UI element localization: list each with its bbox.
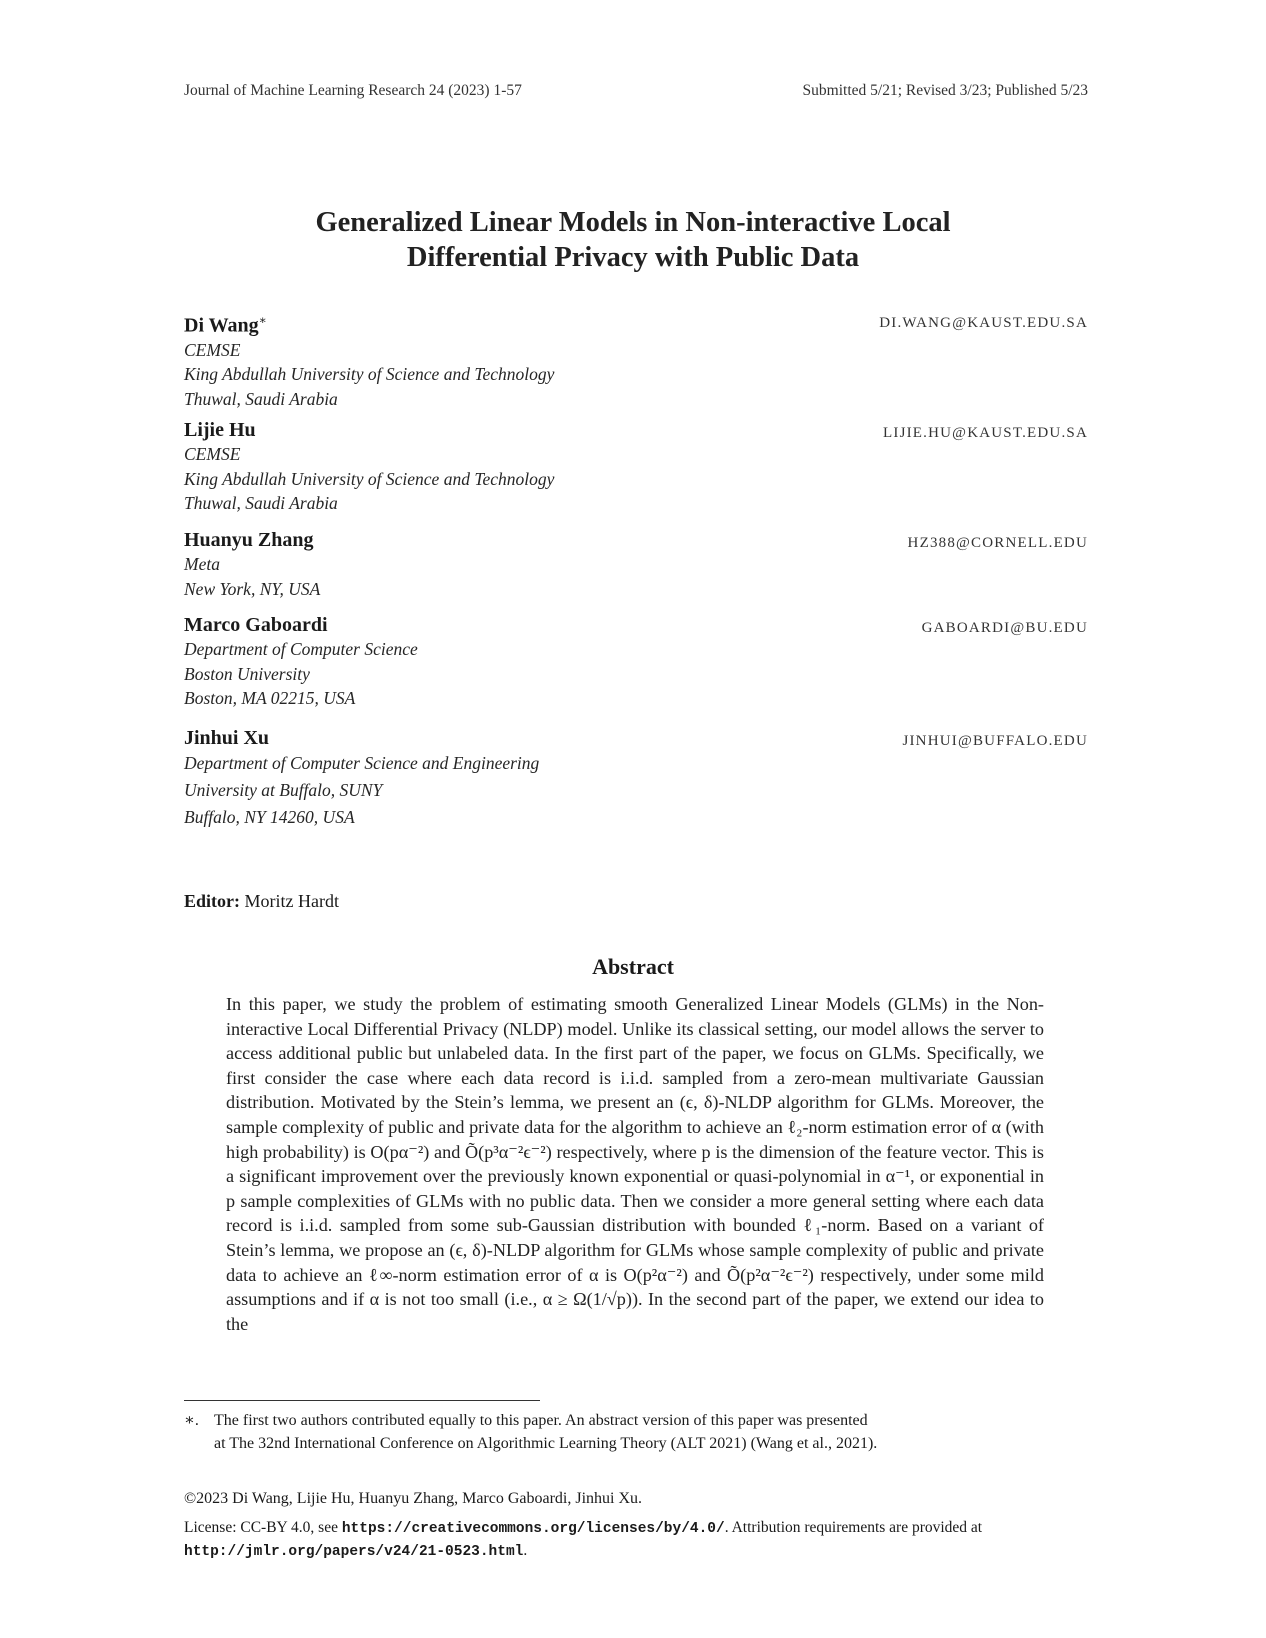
editor-line <box>184 891 339 912</box>
affiliation-line: University at Buffalo, SUNY <box>184 780 383 800</box>
author-name-text: Di Wang <box>184 314 259 337</box>
author-block <box>184 528 320 601</box>
editor-label: Editor: <box>184 891 240 911</box>
author-name <box>184 308 554 338</box>
footnote-line-2: at The 32nd International Conference on Algorithmic Learning Theory (ALT 2021) (Wang et al., 2021). <box>214 1435 878 1452</box>
affiliation-line: Thuwal, Saudi Arabia <box>184 493 338 513</box>
footnote-rule <box>184 1400 540 1401</box>
title-line-1: Generalized Linear Models in Non-interactive Local <box>315 207 951 238</box>
footnote-marker: ∗ <box>258 313 267 327</box>
author-name: Jinhui Xu <box>184 727 270 749</box>
author-block <box>184 418 554 516</box>
affiliation-line: King Abdullah University of Science and Technology <box>184 468 555 489</box>
paper-title <box>0 205 1266 275</box>
footnote <box>184 1409 1082 1455</box>
license-suffix: . <box>523 1542 528 1559</box>
author-name: Huanyu Zhang <box>184 529 314 551</box>
abstract-body: In this paper, we study the problem of estimating smooth Generalized Linear Models (GLMs) in the Non-interactive Local Differential Privacy (NLDP) model. Unlike its classical setting, our model allows the server to access additional public but unlabeled data. In the first part of the paper, we focus on GLMs. Specifically, we first consider the case where each data record is i.i.d. sampled from a zero-mean multivariate Gaussian distribution. Motivated by the Stein’s lemma, we present an (ϵ, δ)-NLDP algorithm for GLMs. Moreover, the sample complexity of public and private data for the algorithm to achieve an ℓ₂-norm estimation error of α (with high probability) is O(pα⁻²) and Õ(p³α⁻²ϵ⁻²) respectively, where p is the dimension of the feature vector. This is a significant improvement over the previously known exponential or quasi-polynomial in α⁻¹, or exponential in p sample complexities of GLMs with no public data. Then we consider a more general setting where each data record is i.i.d. sampled from some sub-Gaussian distribution with bounded ℓ₁-norm. Based on a variant of Stein’s lemma, we propose an (ϵ, δ)-NLDP algorithm for GLMs whose sample complexity of public and private data to achieve an ℓ∞-norm estimation error of α is O(p²α⁻²) and Õ(p²α⁻²ϵ⁻²) respectively, under some mild assumptions and if α is not too small (i.e., α ≥ Ω(1/√p)). In the second part of the paper, we extend our idea to the <box>226 994 1044 1334</box>
author-block <box>184 726 539 831</box>
affiliation-line: Boston University <box>184 663 310 684</box>
footnote-mark: ∗. <box>184 1412 199 1429</box>
license-prefix: License: CC-BY 4.0, see <box>184 1519 338 1536</box>
affiliation-line: Department of Computer Science <box>184 639 418 659</box>
license-url-link[interactable]: https://creativecommons.org/licenses/by/4.0/ <box>341 1521 725 1537</box>
affiliation-line: CEMSE <box>184 339 241 360</box>
affiliation-line: Department of Computer Science and Engineering <box>184 753 540 773</box>
affiliation-line: Buffalo, NY 14260, USA <box>184 807 355 827</box>
author-block <box>184 308 554 411</box>
copyright-notice: ©2023 Di Wang, Lijie Hu, Huanyu Zhang, Marco Gaboardi, Jinhui Xu. <box>184 1490 643 1507</box>
author-email[interactable]: HZ388@CORNELL.EDU <box>907 535 1088 551</box>
author-block <box>184 613 418 711</box>
affiliation-line: Boston, MA 02215, USA <box>184 688 356 708</box>
affiliation-line: CEMSE <box>184 444 241 464</box>
running-head-dates: Submitted 5/21; Revised 3/23; Published 5/23 <box>802 82 1088 99</box>
author-name: Lijie Hu <box>184 419 256 441</box>
affiliation-line: Meta <box>184 554 220 574</box>
editor-name: Moritz Hardt <box>244 891 339 911</box>
license-middle: . Attribution requirements are provided at <box>724 1519 983 1536</box>
affiliation-line: New York, NY, USA <box>184 578 321 599</box>
author-name: Marco Gaboardi <box>184 614 328 636</box>
license-notice <box>184 1517 1074 1563</box>
author-email[interactable]: DI.WANG@KAUST.EDU.SA <box>879 315 1088 331</box>
footnote-line-1 <box>184 1409 1082 1432</box>
author-email[interactable]: LIJIE.HU@KAUST.EDU.SA <box>883 425 1088 441</box>
author-email[interactable]: GABOARDI@BU.EDU <box>921 620 1088 636</box>
running-head-journal: Journal of Machine Learning Research 24 (2023) 1-57 <box>184 82 522 99</box>
title-line-2: Differential Privacy with Public Data <box>406 242 860 273</box>
paper-url-link[interactable]: http://jmlr.org/papers/v24/21-0523.html <box>184 1544 524 1560</box>
abstract-heading: Abstract <box>592 954 674 979</box>
author-email[interactable]: JINHUI@BUFFALO.EDU <box>902 733 1088 749</box>
footnote-text: The first two authors contributed equally to this paper. An abstract version of this paper was presented <box>214 1412 868 1429</box>
affiliation-line: King Abdullah University of Science and Technology <box>184 364 555 385</box>
affiliation-line: Thuwal, Saudi Arabia <box>184 388 338 409</box>
